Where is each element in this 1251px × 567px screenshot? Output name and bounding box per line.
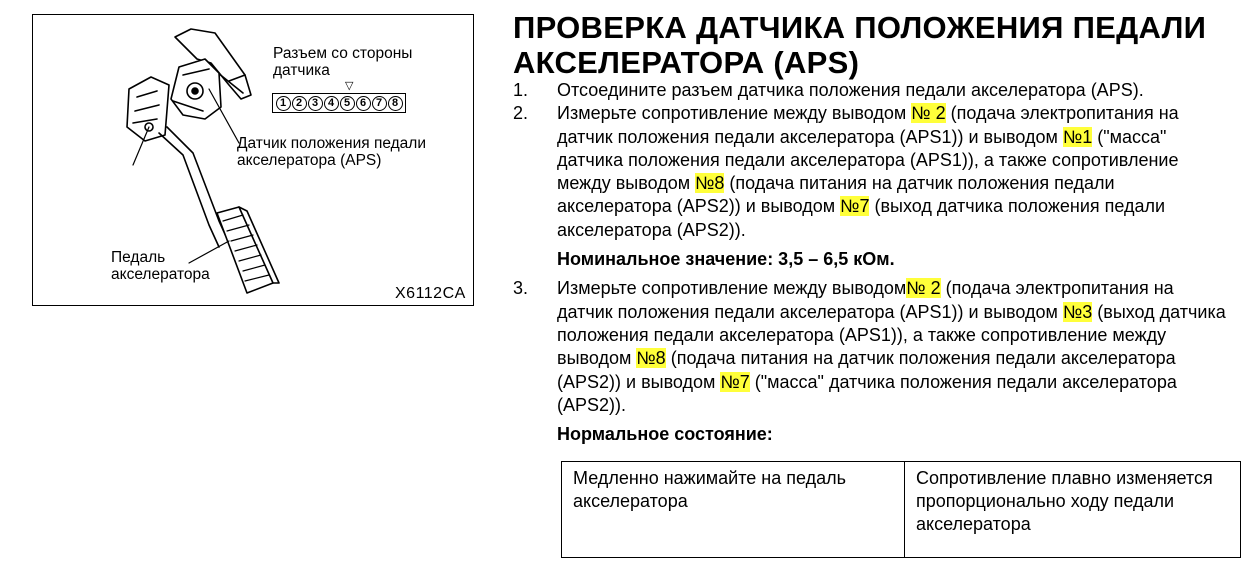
terminal-highlight: № 2 <box>906 278 941 299</box>
table-cell-condition: Медленно нажимайте на педаль акселератора <box>562 462 905 558</box>
normal-condition-heading: Нормальное состояние: <box>557 424 773 445</box>
list-item <box>513 102 1233 271</box>
connector-pin: 8 <box>388 96 403 111</box>
step-text: Отсоедините разъем датчика положения педали акселератора (APS). <box>557 80 1144 100</box>
connector-pinout <box>272 93 406 113</box>
step-text-segment: Измерьте сопротивление между выводом <box>557 278 907 299</box>
terminal-highlight: №8 <box>695 173 725 194</box>
step-text-segment: Измерьте сопротивление между выводом <box>557 103 912 124</box>
step-number: 3. <box>513 278 529 299</box>
terminal-highlight: №7 <box>840 196 870 217</box>
step-text-segment: ("масса" датчика положения педали акселератора (APS1)), а также сопротивление между выводом <box>557 126 1179 194</box>
pedal-label: Педаль акселератора <box>111 249 210 283</box>
step-text <box>557 103 1179 239</box>
connector-pin: 2 <box>292 96 307 111</box>
step-number: 1. <box>513 80 529 100</box>
step-text-segment: (подача питания на датчик положения педали акселератора (APS2)) и выводом <box>557 348 1176 392</box>
procedure-steps <box>513 79 1233 446</box>
table-row <box>562 462 1241 558</box>
connector-pin: 3 <box>308 96 323 111</box>
step-text-segment: (выход датчика положения педали акселератора (APS2)). <box>557 196 1166 240</box>
connector-pin: 1 <box>276 96 291 111</box>
connector-pin: 5 <box>340 96 355 111</box>
step-text-segment: (подача электропитания на датчик положения педали акселератора (APS1)) и выводом <box>557 103 1179 147</box>
connector-pin: 4 <box>324 96 339 111</box>
list-item <box>513 277 1233 446</box>
step-text-segment: (выход датчика положения педали акселератора (APS1)), а также сопротивление между выводом <box>557 301 1226 369</box>
connector-pin: 7 <box>372 96 387 111</box>
connector-marker-icon: ▽ <box>345 80 354 92</box>
step-text <box>557 278 1226 414</box>
terminal-highlight: №8 <box>636 348 666 369</box>
nominal-value: Номинальное значение: 3,5 – 6,5 кОм. <box>557 249 895 270</box>
terminal-highlight: № 2 <box>911 103 946 124</box>
step-number: 2. <box>513 103 529 124</box>
terminal-highlight: №3 <box>1062 301 1093 322</box>
pedal-diagram <box>32 14 474 306</box>
connector-side-label: Разъем со стороны датчика <box>273 45 413 79</box>
step-text-segment: ("масса" датчика положения педали акселератора (APS2)). <box>557 371 1177 415</box>
terminal-highlight: №1 <box>1062 126 1093 147</box>
figure-code: X6112CA <box>395 285 466 302</box>
step-text-segment: (подача питания на датчик положения педали акселератора (APS2)) и выводом <box>557 173 1115 217</box>
terminal-highlight: №7 <box>720 371 750 392</box>
page-title: ПРОВЕРКА ДАТЧИКА ПОЛОЖЕНИЯ ПЕДАЛИ АКСЕЛЕРАТОРА (APS) <box>513 10 1207 80</box>
condition-table <box>561 461 1241 558</box>
list-item <box>513 79 1233 102</box>
aps-sensor-label: Датчик положения педали акселератора (APS) <box>237 135 426 169</box>
connector-pin: 6 <box>356 96 371 111</box>
table-cell-result: Сопротивление плавно изменяется пропорционально ходу педали акселератора <box>905 462 1241 558</box>
step-text-segment: (подача электропитания на датчик положения педали акселератора (APS1)) и выводом <box>557 278 1174 322</box>
